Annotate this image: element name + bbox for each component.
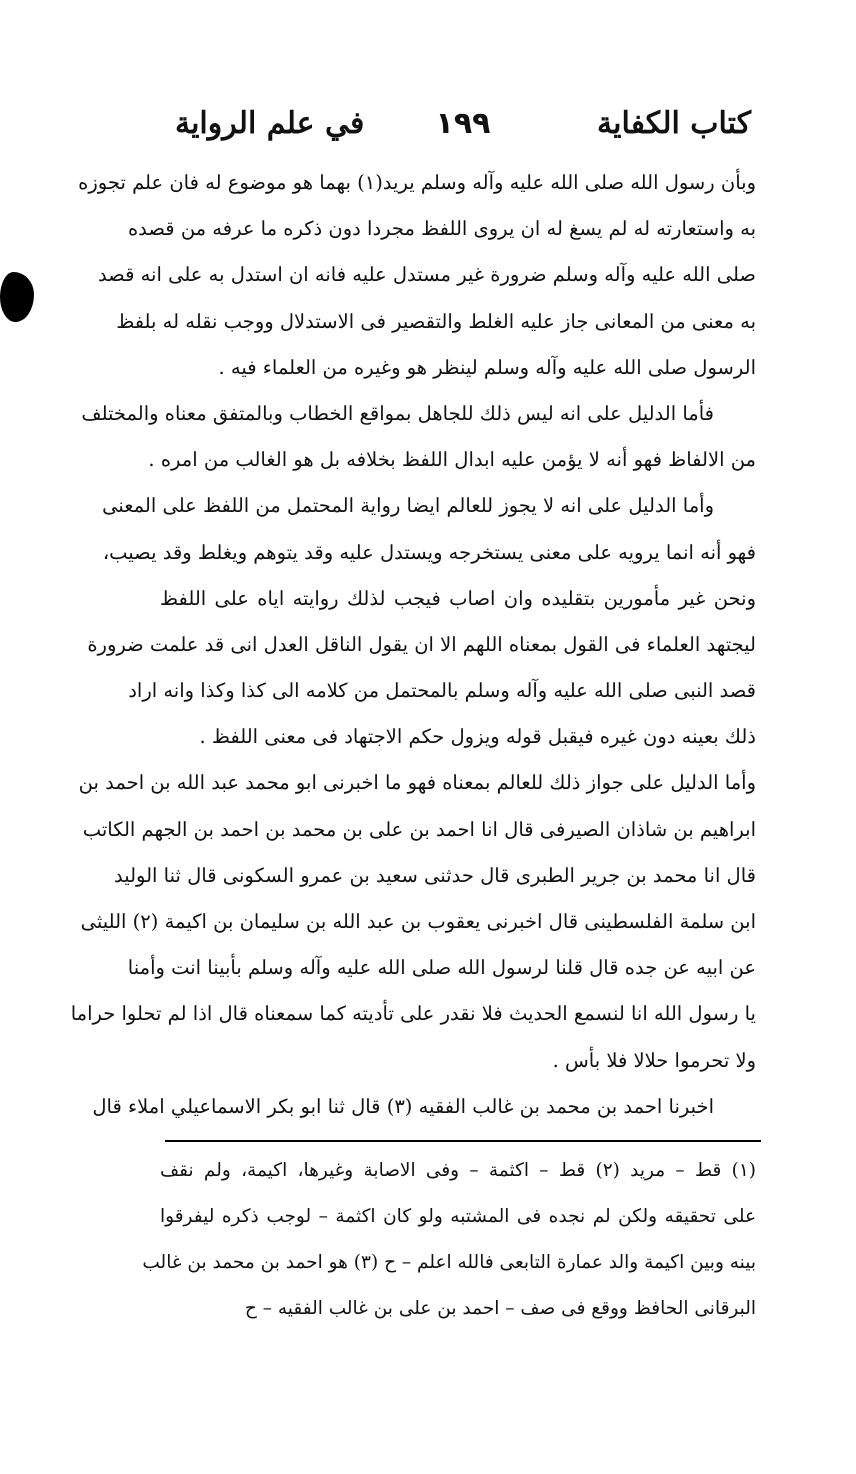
text-line: وأما الدليل على جواز ذلك للعالم بمعناه فهو ما اخبرنى ابو محمد عبد الله بن احمد بن (78, 771, 756, 795)
text-line: ابن سلمة الفلسطينى قال اخبرنى يعقوب بن عبد الله بن سليمان بن اكيمة (٢) الليثى (80, 910, 756, 933)
footnote-divider (165, 1140, 761, 1142)
text-line: الرسول صلى الله عليه وآله وسلم لينظر هو وغيره من العلماء فيه . (218, 355, 756, 379)
text-line: قال انا محمد بن جرير الطبرى قال حدثنى سعيد بن عمرو السكونى قال ثنا الوليد (113, 863, 756, 887)
text-line: ذلك بعينه دون غيره فيقبل قوله ويزول حكم الاجتهاد فى معنى اللفظ . (199, 725, 756, 749)
text-line: من الالفاظ فهو أنه لا يؤمن عليه ابدال اللفظ بخلافه بل هو الغالب من امره . (148, 448, 756, 472)
text-line: ولا تحرموا حلالا فلا بأس . (552, 1048, 756, 1072)
text-line: قصد النبى صلى الله عليه وآله وسلم بالمحتمل من كلامه الى كذا وكذا وانه اراد (128, 679, 756, 703)
text-line: وبأن رسول الله صلى الله عليه وآله وسلم يريد(١) بهما هو موضوع له فان علم تجوزه (78, 171, 756, 194)
page-header (175, 100, 751, 148)
footnote-line: بينه وبين اكيمة والد عمارة التابعى فالله اعلم – ح (٣) هو احمد بن محمد بن غالب (142, 1252, 756, 1273)
ink-blot (0, 272, 34, 322)
page-number: ١٩٩ (435, 106, 491, 141)
text-line: به واستعارته له لم يسغ له ان يروى اللفظ مجردا دون ذكره ما عرفه من قصده (127, 217, 756, 241)
text-line: ابراهيم بن شاذان الصيرفى قال انا احمد بن على بن محمد بن احمد بن الجهم الكاتب (82, 817, 756, 841)
text-line: ليجتهد العلماء فى القول بمعناه اللهم الا ان يقول الناقل العدل انى قد علمت ضرورة (87, 632, 756, 656)
footnote-line: على تحقيقه ولكن لم نجده فى المشتبه ولو كان اكثمة – لوجب ذكره ليفرقوا (160, 1206, 756, 1227)
text-line: عن ابيه عن جده قال قلنا لرسول الله صلى الله عليه وآله وسلم بأبينا انت وأمنا (127, 956, 756, 980)
running-title: كتاب الكفاية (597, 106, 751, 141)
text-line: به معنى من المعانى جاز عليه الغلط والتقصير فى الاستدلال ووجب نقله له بلفظ (116, 309, 756, 333)
text-line: يا رسول الله انا لنسمع الحديث فلا نقدر على تأديته كما سمعناه قال اذا لم تحلوا حراما (70, 1002, 756, 1026)
text-line: ونحن غير مأمورين بتقليده وان اصاب فيجب لذلك روايته اياه على اللفظ (160, 586, 756, 610)
running-subtitle: في علم الرواية (175, 106, 365, 141)
footnotes (142, 1148, 756, 1332)
text-line: صلى الله عليه وآله وسلم ضرورة غير مستدل عليه فانه ان استدل به على انه قصد (97, 263, 756, 287)
footnote-line: البرقانى الحافظ ووقع فى صف – احمد بن على بن غالب الفقيه – ح (244, 1298, 756, 1319)
text-line: فهو أنه انما يرويه على معنى يستخرجه ويستدل عليه وقد يتوهم ويغلط وقد يصيب، (102, 540, 756, 564)
main-text (70, 160, 756, 1130)
text-line: اخبرنا احمد بن محمد بن غالب الفقيه (٣) قال ثنا ابو بكر الاسماعيلي املاء قال (92, 1094, 714, 1118)
footnote-line: (١) قط – مريد (٢) قط – اكثمة – وفى الاصابة وغيرها، اكيمة، ولم نقف (160, 1160, 756, 1181)
text-line: فأما الدليل على انه ليس ذلك للجاهل بمواقع الخطاب وبالمتفق معناه والمختلف (81, 401, 714, 425)
text-line: وأما الدليل على انه لا يجوز للعالم ايضا رواية المحتمل من اللفظ على المعنى (102, 494, 714, 518)
